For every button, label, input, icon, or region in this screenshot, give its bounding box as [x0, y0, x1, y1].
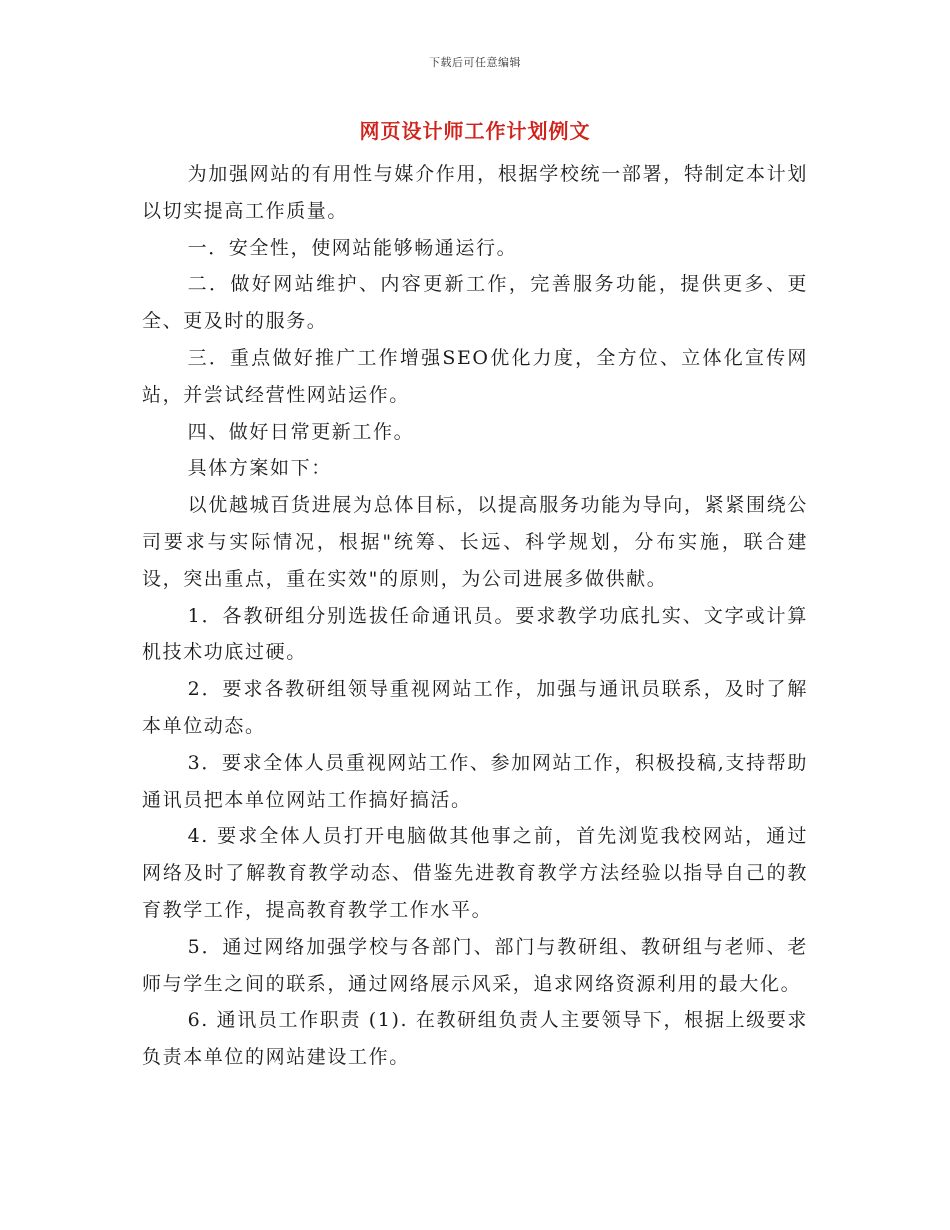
document-title: 网页设计师工作计划例文 — [359, 119, 591, 143]
paragraph-item-1: 一．安全性，使网站能够畅通运行。 — [187, 236, 518, 259]
paragraph-item-2: 二．做好网站维护、内容更新工作，完善服务功能，提供更多、更全、更及时的服务。 — [142, 273, 808, 333]
header-note: 下载后可任意编辑 — [429, 56, 521, 69]
paragraph-step-5: 5．通过网络加强学校与各部门、部门与教研组、教研组与老师、老师与学生之间的联系，通过网络展示风采，追求网络资源利用的最大化。 — [142, 935, 808, 995]
paragraph-item-4: 四、做好日常更新工作。 — [187, 420, 415, 443]
paragraph-step-4: 4. 要求全体人员打开电脑做其他事之前，首先浏览我校网站，通过网络及时了解教育教学动态、借鉴先进教育教学方法经验以指导自己的教育教学工作，提高教育教学工作水平。 — [142, 825, 808, 921]
paragraph-step-3: 3．要求全体人员重视网站工作、参加网站工作，积极投稿,支持帮助通讯员把本单位网站工作搞好搞活。 — [142, 751, 808, 811]
paragraph-goal: 以优越城百货进展为总体目标，以提高服务功能为导向，紧紧围绕公司要求与实际情况，根据"统筹、长远、科学规划，分布实施，联合建设，突出重点，重在实效"的原则，为公司进展多做供献。 — [142, 494, 808, 590]
paragraph-plan-heading: 具体方案如下： — [187, 457, 332, 480]
paragraph-intro: 为加强网站的有用性与媒介作用，根据学校统一部署，特制定本计划以切实提高工作质量。 — [142, 163, 808, 222]
paragraph-step-2: 2．要求各教研组领导重视网站工作，加强与通讯员联系，及时了解本单位动态。 — [142, 678, 808, 737]
document-body — [142, 156, 808, 1076]
paragraph-step-1: 1．各教研组分别选拔任命通讯员。要求教学功底扎实、文字或计算机技术功底过硬。 — [142, 604, 808, 664]
paragraph-step-6: 6. 通讯员工作职责 (1). 在教研组负责人主要领导下，根据上级要求负责本单位的网站建设工作。 — [142, 1009, 808, 1069]
paragraph-item-3: 三．重点做好推广工作增强SEO优化力度，全方位、立体化宣传网站，并尝试经营性网站运作。 — [142, 346, 808, 406]
